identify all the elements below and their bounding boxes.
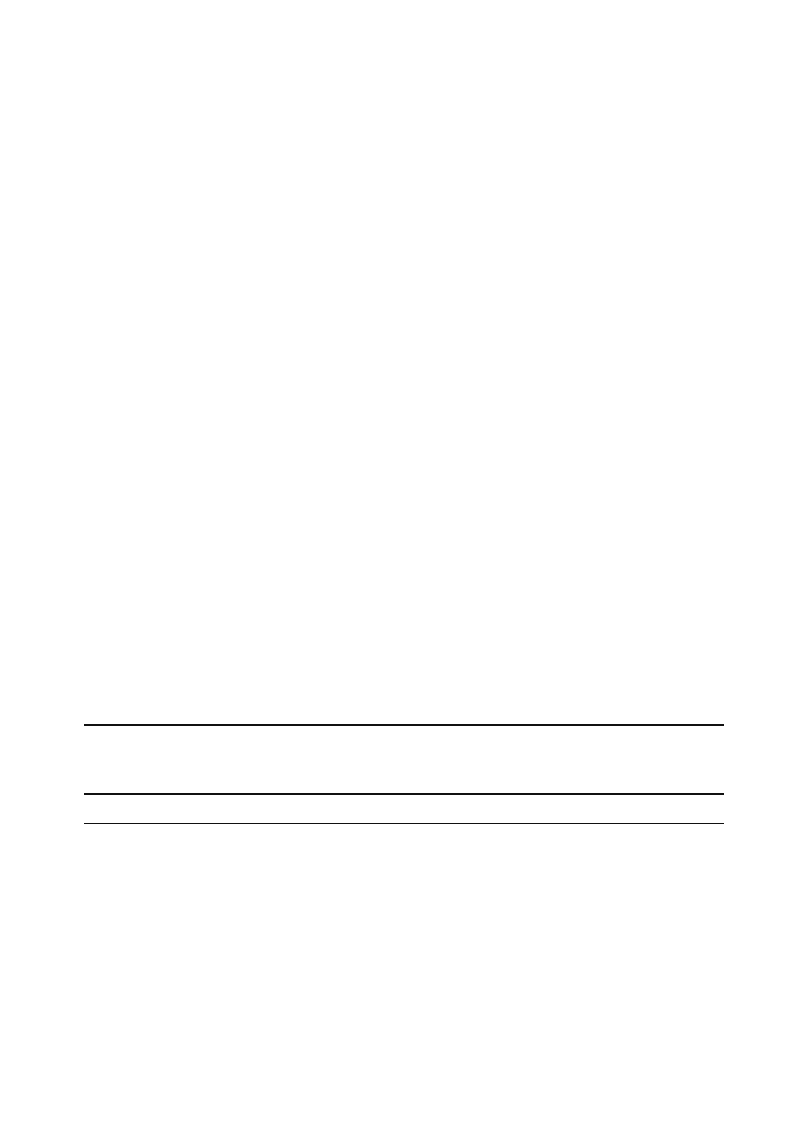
- table-bottom-rule: [84, 724, 724, 726]
- header-bottom-rule: [84, 823, 724, 824]
- header-top-rule: [84, 793, 724, 795]
